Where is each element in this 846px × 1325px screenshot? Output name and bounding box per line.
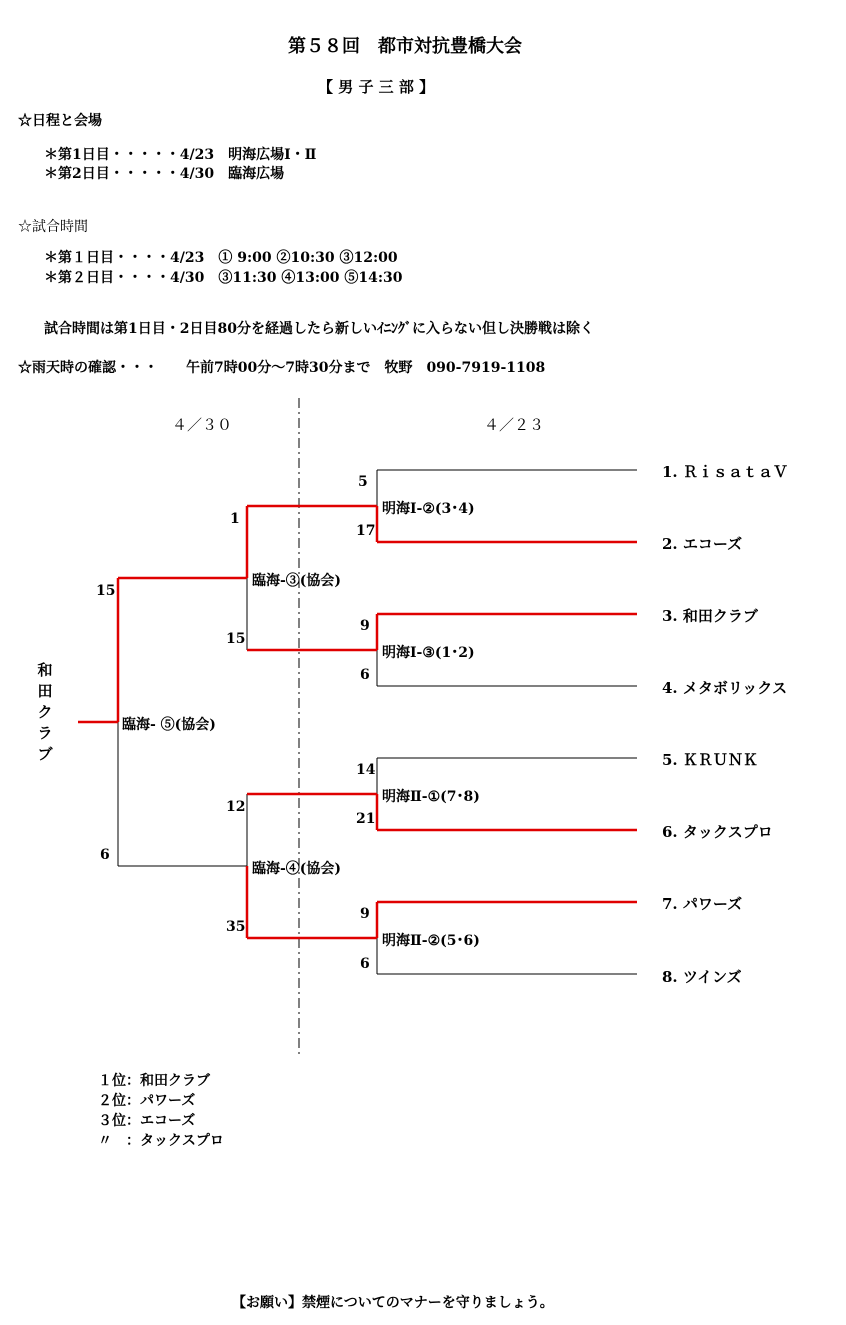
- champion-label: 和田クラブ: [37, 661, 53, 763]
- schedule-line: ＊第2日目・・・・・4/30 臨海広場: [44, 166, 285, 182]
- score: 15: [96, 583, 116, 599]
- schedule-line: ＊第1日目・・・・・4/23 明海広場Ⅰ・Ⅱ: [44, 147, 317, 163]
- page-title: 第５８回 都市対抗豊橋大会: [288, 36, 522, 57]
- result-line: １位：和田クラブ: [98, 1073, 210, 1089]
- team-entry: 5. ＫＲＵＮＫ: [662, 751, 758, 769]
- result-line: 〃 ：タックスプロ: [98, 1133, 224, 1149]
- date-round2: ４／３０: [172, 416, 233, 434]
- match-label: 明海Ⅱ-②(5･6): [382, 933, 480, 949]
- match-label: 明海Ⅰ-②(3･4): [382, 501, 475, 517]
- times-heading: ☆試合時間: [18, 219, 88, 235]
- score: 12: [226, 799, 246, 815]
- score: 6: [360, 667, 370, 683]
- division-label: 【 男 子 三 部 】: [318, 78, 435, 96]
- score: 14: [356, 762, 376, 778]
- schedule-heading: ☆日程と会場: [18, 113, 102, 129]
- match-label: 臨海-③(協会): [252, 573, 342, 589]
- rain-contact: ☆雨天時の確認・・・ 午前7時00分～7時30分まで 牧野 090-7919-1108: [18, 360, 546, 376]
- team-entry: 3. 和田クラブ: [662, 607, 758, 625]
- date-round1: ４／２３: [484, 416, 545, 434]
- times-line: ＊第２日目・・・・4/30 ③11:30 ④13:00 ⑤14:30: [44, 270, 403, 286]
- match-label: 臨海- ⑤(協会): [122, 717, 216, 733]
- score: 5: [358, 474, 368, 490]
- result-line: ２位：パワーズ: [98, 1093, 196, 1109]
- team-entry: 6. タックスプロ: [662, 823, 773, 841]
- score: 21: [356, 811, 376, 827]
- score: 35: [226, 919, 246, 935]
- result-line: ３位：エコーズ: [98, 1113, 196, 1129]
- score: 6: [360, 956, 370, 972]
- match-label: 明海Ⅱ-①(7･8): [382, 789, 480, 805]
- times-note: 試合時間は第1日目・2日目80分を経過したら新しいｲﾆﾝｸﾞに入らない但し決勝戦は除く: [44, 321, 594, 337]
- score: 15: [226, 631, 246, 647]
- times-line: ＊第１日目・・・・4/23 ① 9:00 ②10:30 ③12:00: [44, 250, 398, 266]
- match-label: 明海Ⅰ-③(1･2): [382, 645, 475, 661]
- score: 17: [356, 523, 376, 539]
- team-entry: 4. メタボリックス: [662, 679, 788, 697]
- team-entry: 1. ＲｉｓａｔａＶ: [662, 463, 788, 481]
- score: 9: [360, 618, 370, 634]
- footer-note: 【お願い】禁煙についてのマナーを守りましょう。: [232, 1295, 554, 1311]
- match-label: 臨海-④(協会): [252, 861, 342, 877]
- team-entry: 7. パワーズ: [662, 895, 743, 913]
- score: 6: [100, 847, 110, 863]
- score: 1: [230, 511, 240, 527]
- team-entry: 2. エコーズ: [662, 535, 743, 553]
- team-entry: 8. ツインズ: [662, 968, 742, 986]
- score: 9: [360, 906, 370, 922]
